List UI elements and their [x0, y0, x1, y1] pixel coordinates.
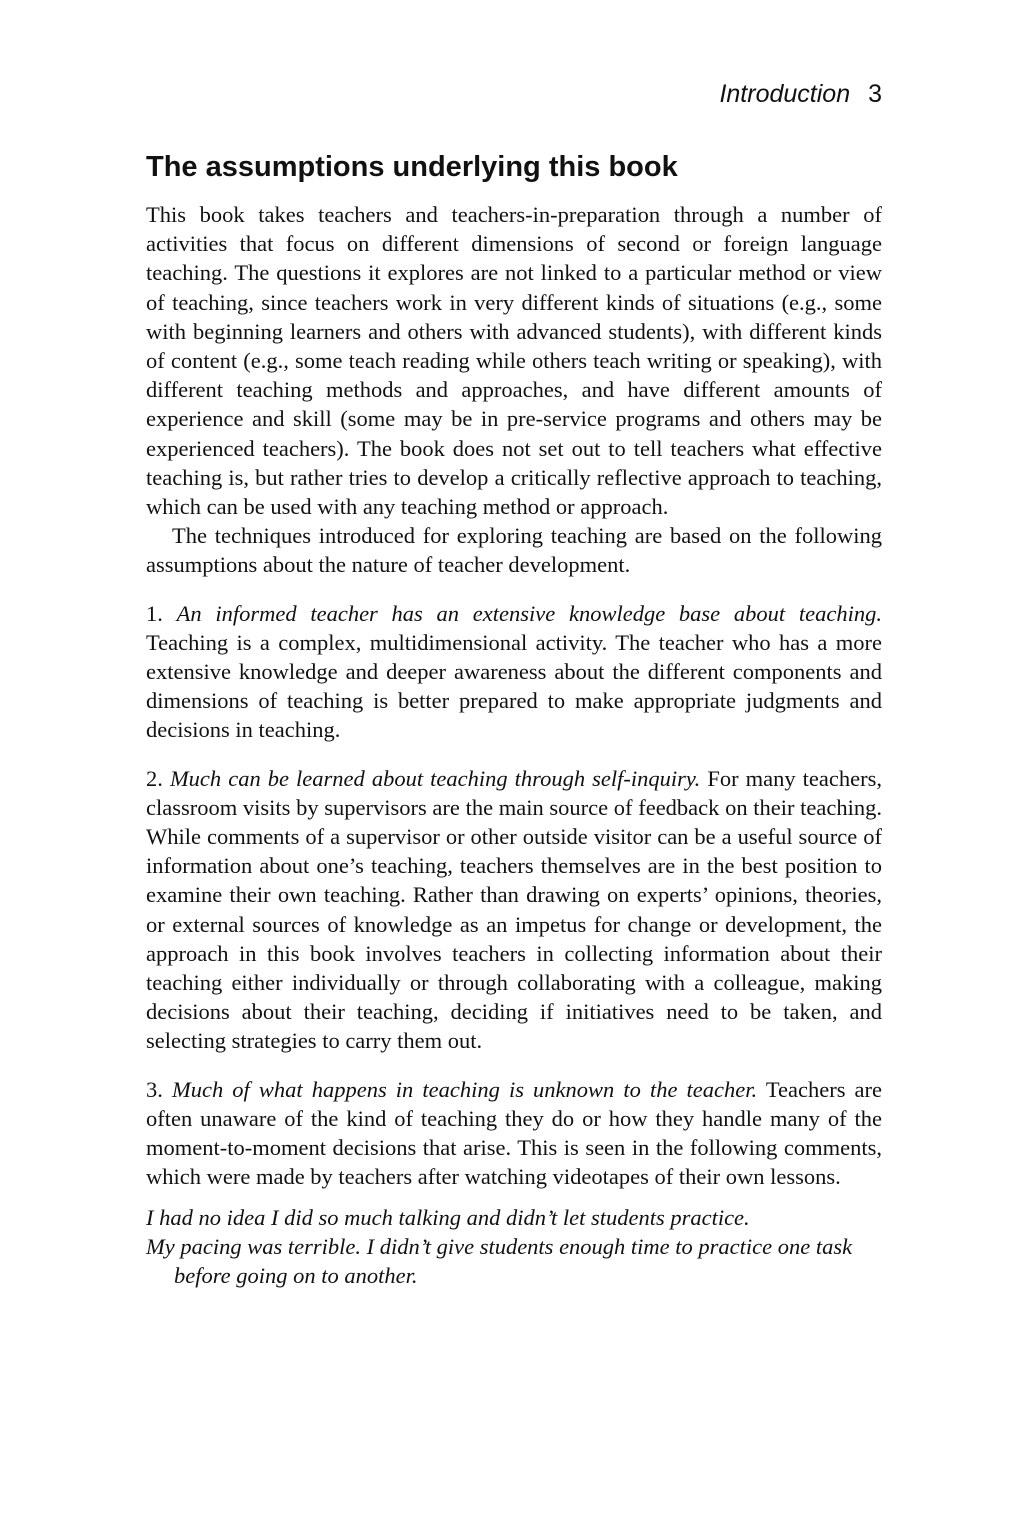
- running-head: [719, 78, 882, 110]
- teacher-quote: My pacing was terrible. I didn’t give students enough time to practice one task before going on to another.: [146, 1233, 853, 1288]
- assumption-item-2: [146, 764, 882, 1056]
- body-text: [146, 200, 882, 1290]
- assumption-item-3: [146, 1075, 882, 1192]
- teacher-quote: I had no idea I did so much talking and didn’t let students practice.: [146, 1204, 750, 1230]
- page-number: 3: [868, 80, 882, 108]
- assumption-text: Teaching is a complex, multidimensional activity. The teacher who has a more extensive knowledge and deeper awareness about the different components and dimensions of teaching is better prepared to make appropriate judgments and decisions in teaching.: [146, 629, 882, 743]
- paragraph-intro: This book takes teachers and teachers-in-preparation through a number of activities that focus on different dimensions of second or foreign language teaching. The questions it explores are not linked to a particular method or view of teaching, since teachers work in very different kinds of situations (e.g., some with beginning learners and others with advanced students), with different kinds of content (e.g., some teach reading while others teach writing or speaking), with different teaching methods and approaches, and have different amounts of experience and skill (some may be in pre-service programs and others may be experienced teachers). The book does not set out to tell teachers what effective teaching is, but rather tries to develop a critically reflective approach to teaching, which can be used with any teaching method or approach.: [146, 202, 882, 520]
- assumption-title: Much can be learned about teaching through self-inquiry.: [169, 765, 701, 791]
- section-heading: The assumptions underlying this book: [146, 151, 678, 183]
- assumption-number: 2.: [146, 765, 163, 791]
- assumption-number: 3.: [146, 1076, 163, 1102]
- paragraph-assumptions-lead: The techniques introduced for exploring teaching are based on the following assumptions about the nature of teacher development.: [146, 523, 882, 578]
- assumption-title: Much of what happens in teaching is unknown to the teacher.: [171, 1076, 758, 1102]
- assumption-number: 1.: [146, 600, 163, 626]
- assumption-title: An informed teacher has an extensive knowledge base about teaching.: [176, 600, 883, 626]
- assumption-text: Teachers are often unaware of the kind of teaching they do or how they handle many of the moment-to-moment decisions that arise. This is seen in the following comments, which were made by teachers after watching videotapes of their own lessons.: [146, 1076, 883, 1190]
- book-page: [146, 0, 882, 1536]
- section-title: Introduction: [719, 80, 851, 108]
- assumption-text: For many teachers, classroom visits by supervisors are the main source of feedback on their teaching. While comments of a supervisor or other outside visitor can be a useful source of information about one’s teaching, teachers themselves are in the best position to examine their own teaching. Rather than drawing on experts’ opinions, theories, or external sources of knowledge as an impetus for change or development, the approach in this book involves teachers in collecting information about their teaching either individually or through collaborating with a colleague, making decisions about their teaching, deciding if initiatives need to be taken, and selecting strategies to carry them out.: [146, 765, 883, 1054]
- assumption-item-1: [146, 599, 882, 745]
